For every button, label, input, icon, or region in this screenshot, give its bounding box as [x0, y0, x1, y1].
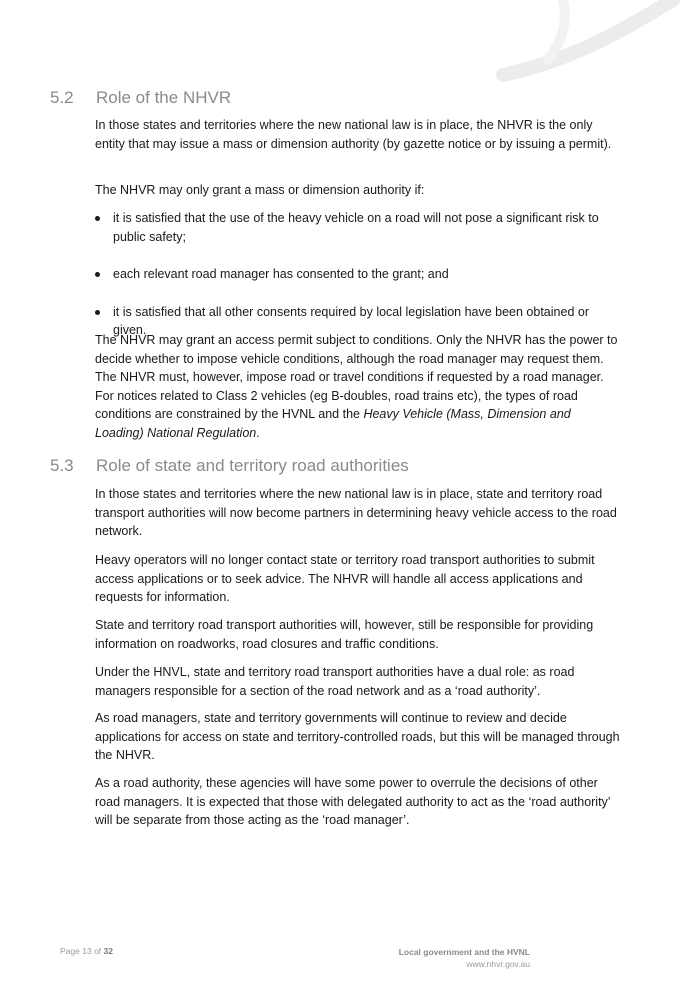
section-5-2-closing [95, 331, 620, 442]
paragraph: In those states and territories where the new national law is in place, state and territory road transport authorities will now become partners in determining heavy vehicle access to the road network. [95, 487, 617, 538]
list-item: each relevant road manager has consented to the grant; and [95, 265, 620, 284]
paragraph: As road managers, state and territory governments will continue to review and decide applications for access on state and territory-controlled roads, but this will be managed through the NHVR. [95, 711, 620, 762]
section-heading-5-3 [50, 456, 409, 476]
paragraph: The NHVR may grant an access permit subject to conditions. Only the NHVR has the power to decide whether to impose vehicle conditions, although the road manager may request them. The NHVR must, however, impose road or travel conditions if requested by a road manager. For notices related to Class 2 vehicles (eg B-doubles, road trains etc), the types of road conditions are constrained by the HVNL and the Heavy Vehicle (Mass, Dimension and Loading) National Regulation. [95, 333, 618, 440]
paragraph: State and territory road transport authorities will, however, still be responsible for providing information on roadworks, road closures and traffic conditions. [95, 618, 594, 651]
section-5-3-paragraph-4 [95, 663, 620, 700]
regulation-title: Heavy Vehicle (Mass, Dimension and Loading) National Regulation [95, 407, 571, 440]
section-number: 5.2 [50, 88, 74, 107]
footer-info [399, 946, 530, 970]
section-5-2-lead [95, 181, 620, 200]
list-item: it is satisfied that all other consents required by local legislation have been obtained or given. [95, 303, 620, 340]
corner-swoosh-decoration [463, 0, 683, 110]
section-5-3-paragraph-5 [95, 709, 620, 765]
bullet-list [95, 209, 620, 340]
bullet-icon [95, 216, 100, 221]
bullet-icon [95, 272, 100, 277]
section-5-3-paragraph-6 [95, 774, 620, 830]
paragraph: Heavy operators will no longer contact state or territory road transport authorities to submit access applications or to seek advice. The NHVR will handle all access applications and requests for information. [95, 553, 595, 604]
page-number: Page 13 of 32 [60, 946, 114, 956]
section-5-3-paragraph-1 [95, 485, 620, 541]
document-title: Local government and the HVNL [398, 947, 530, 957]
paragraph: The NHVR may only grant a mass or dimension authority if: [95, 183, 425, 197]
section-5-3-paragraph-3 [95, 616, 620, 653]
section-heading-5-2 [50, 88, 231, 108]
section-5-3-paragraph-2 [95, 551, 620, 607]
bullet-icon [95, 310, 100, 315]
website-url: www.nhvr.gov.au [466, 959, 530, 969]
section-5-2-intro [95, 116, 620, 153]
paragraph: In those states and territories where the new national law is in place, the NHVR is the only entity that may issue a mass or dimension authority (by gazette notice or by issuing a permit). [95, 118, 612, 151]
paragraph: As a road authority, these agencies will have some power to overrule the decisions of other road managers. It is expected that those with delegated authority to act as the ‘road authority’ will be separate from those acting as the ‘road manager’. [95, 776, 611, 827]
section-title: Role of the NHVR [96, 88, 232, 107]
paragraph: Under the HNVL, state and territory road transport authorities have a dual role: as road managers responsible for a section of the road network and as a ‘road authority’. [95, 665, 575, 698]
section-title: Role of state and territory road authorities [96, 456, 409, 475]
section-number: 5.3 [50, 456, 74, 475]
list-item: it is satisfied that the use of the heavy vehicle on a road will not pose a significant risk to public safety; [95, 209, 620, 246]
